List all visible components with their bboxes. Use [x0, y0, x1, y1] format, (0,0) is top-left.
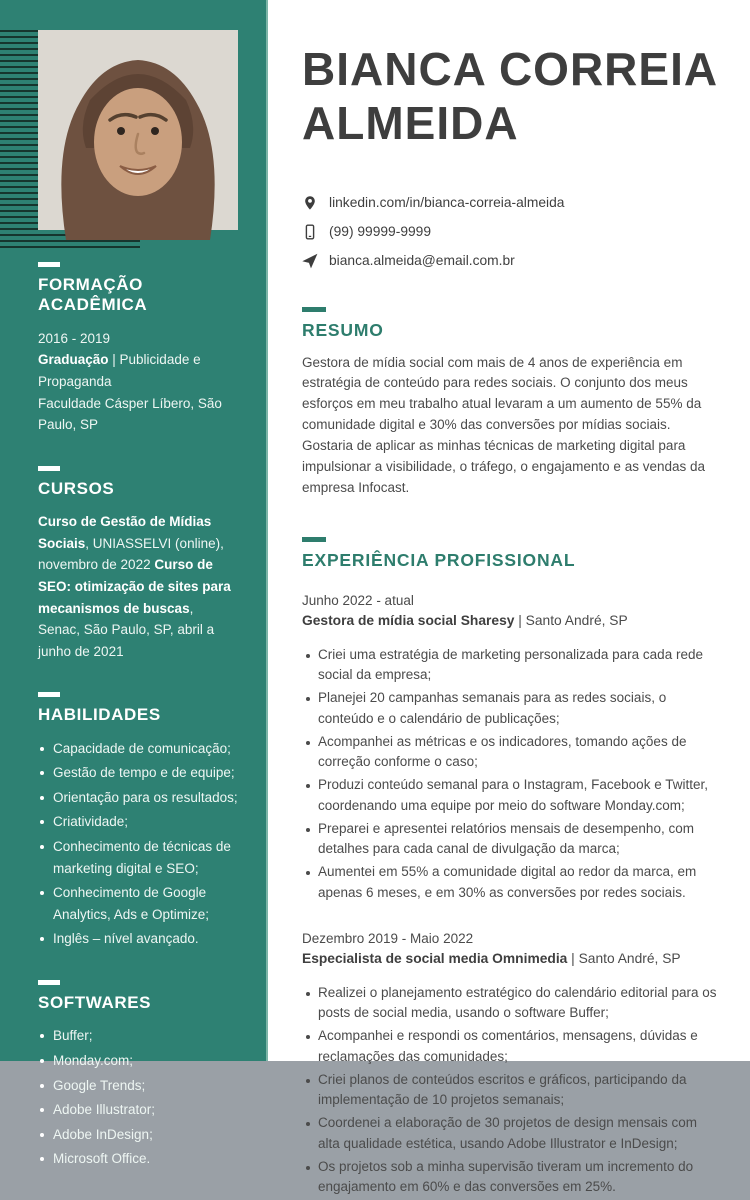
education-school: Faculdade Cásper Líbero, São Paulo, SP	[38, 395, 222, 433]
contact-linkedin	[302, 195, 720, 211]
contact-block	[302, 195, 720, 269]
list-item: Adobe Illustrator;	[38, 1099, 238, 1121]
course-details: , Senac, São Paulo, SP, abril a junho de 2021	[38, 600, 215, 659]
list-item: Acompanhei e respondi os comentários, mensagens, dúvidas e reclamações das comunidades;	[302, 1026, 720, 1067]
section-dash	[302, 537, 326, 542]
list-item: Coordenei a elaboração de 30 projetos de design mensais com alta qualidade estética, usando Adobe Illustrator e InDesign;	[302, 1113, 720, 1154]
main-column	[270, 0, 750, 1195]
section-education	[38, 262, 238, 436]
job-role-line	[302, 611, 720, 632]
job-location: | Santo André, SP	[567, 951, 681, 967]
location-pin-icon	[302, 195, 318, 211]
list-item: Criei planos de conteúdos escritos e gráficos, participando da implementação de 10 projetos semanais;	[302, 1070, 720, 1111]
job-role: Especialista de social media Omnimedia	[302, 951, 568, 967]
sidebar-content	[38, 262, 238, 1200]
list-item: Criei uma estratégia de marketing personalizada para cada rede social da empresa;	[302, 645, 720, 686]
section-dash	[38, 692, 60, 697]
course-name: Curso de Gestão de Mídias Sociais	[38, 514, 212, 551]
courses-body	[38, 511, 238, 662]
experience-title: EXPERIÊNCIA PROFISSIONAL	[302, 549, 576, 570]
job-bullets	[302, 645, 720, 903]
list-item: Conhecimento de Google Analytics, Ads e Optimize;	[38, 882, 238, 925]
linkedin-url[interactable]: linkedin.com/in/bianca-correia-almeida	[329, 195, 565, 211]
list-item: Os projetos sob a minha supervisão tiveram um incremento do engajamento em 60% e das conversões em 25%.	[302, 1157, 720, 1198]
job-location: | Santo André, SP	[514, 613, 628, 629]
course-details: , UNIASSELVI (online), novembro de 2022	[38, 535, 224, 573]
education-body	[38, 328, 238, 436]
list-item: Buffer;	[38, 1025, 238, 1047]
list-item: Criatividade;	[38, 811, 238, 833]
course-name: Curso de SEO: otimização de sites para mecanismos de buscas	[38, 557, 231, 616]
job-entry	[302, 929, 720, 1197]
course-item	[38, 557, 231, 658]
section-softwares	[38, 980, 238, 1170]
list-item: Capacidade de comunicação;	[38, 738, 238, 760]
section-dash	[38, 262, 60, 267]
section-skills	[38, 692, 238, 950]
list-item: Monday.com;	[38, 1050, 238, 1072]
list-item: Microsoft Office.	[38, 1148, 238, 1170]
softwares-list	[38, 1025, 238, 1170]
list-item: Realizei o planejamento estratégico do calendário editorial para os posts de social media, usando o software Buffer;	[302, 983, 720, 1024]
softwares-title: SOFTWARES	[38, 993, 152, 1013]
list-item: Aumentei em 55% a comunidade digital ao redor da marca, em apenas 6 meses, e em 30% as conversões por redes sociais.	[302, 862, 720, 903]
section-dash	[302, 307, 326, 312]
mobile-phone-icon	[302, 224, 318, 240]
section-courses	[38, 466, 238, 663]
degree-name: Graduação	[38, 352, 109, 368]
job-period: Dezembro 2019 - Maio 2022	[302, 930, 474, 946]
list-item: Adobe InDesign;	[38, 1124, 238, 1146]
education-period: 2016 - 2019	[38, 330, 111, 346]
list-item: Gestão de tempo e de equipe;	[38, 762, 238, 784]
phone-number: (99) 99999-9999	[329, 224, 432, 240]
section-resumo	[302, 307, 720, 499]
resumo-text: Gestora de mídia social com mais de 4 anos de experiência em estratégia de conteúdo para redes sociais. O conjunto dos meus esforços em meu trabalho atual levaram a um aumento de 55% da comunidade digital e 30% das conversões por mídias sociais. Gostaria de aplicar as minhas técnicas de marketing digital para impulsionar a visibilidade, o tráfego, o engajamento e as vendas da empresa Infocast.	[302, 354, 706, 496]
list-item: Orientação para os resultados;	[38, 787, 238, 809]
job-role-line	[302, 949, 720, 970]
job-role: Gestora de mídia social Sharesy	[302, 613, 515, 629]
section-experience	[302, 537, 720, 1197]
contact-email	[302, 253, 720, 269]
list-item: Google Trends;	[38, 1075, 238, 1097]
degree-field: | Publicidade e Propaganda	[38, 352, 201, 389]
sidebar	[0, 0, 268, 1167]
section-dash	[38, 466, 60, 471]
candidate-name: BIANCA CORREIA ALMEIDA	[302, 43, 717, 150]
list-item: Conhecimento de técnicas de marketing digital e SEO;	[38, 836, 238, 879]
section-dash	[38, 980, 60, 985]
avatar-illustration	[38, 30, 238, 230]
list-item: Planejei 20 campanhas semanais para as redes sociais, o conteúdo e o calendário de publicações;	[302, 688, 720, 729]
job-bullets	[302, 983, 720, 1198]
education-degree	[38, 349, 238, 392]
send-plane-icon	[302, 253, 318, 269]
profile-photo	[38, 30, 238, 230]
list-item: Produzi conteúdo semanal para o Instagram, Facebook e Twitter, coordenando uma equipe por meio do software Monday.com;	[302, 775, 720, 816]
skills-list	[38, 738, 238, 950]
list-item: Preparei e apresentei relatórios mensais de desempenho, com detalhes para cada canal de divulgação da marca;	[302, 819, 720, 860]
contact-phone	[302, 224, 720, 240]
education-title: FORMAÇÃO ACADÊMICA	[38, 275, 148, 315]
list-item: Inglês – nível avançado.	[38, 928, 238, 950]
job-entry	[302, 591, 720, 903]
list-item: Acompanhei as métricas e os indicadores, tomando ações de correção conforme o caso;	[302, 732, 720, 773]
skills-title: HABILIDADES	[38, 705, 161, 725]
resumo-title: RESUMO	[302, 319, 384, 340]
job-period: Junho 2022 - atual	[302, 592, 414, 608]
courses-title: CURSOS	[38, 478, 115, 498]
email-address[interactable]: bianca.almeida@email.com.br	[329, 253, 515, 269]
